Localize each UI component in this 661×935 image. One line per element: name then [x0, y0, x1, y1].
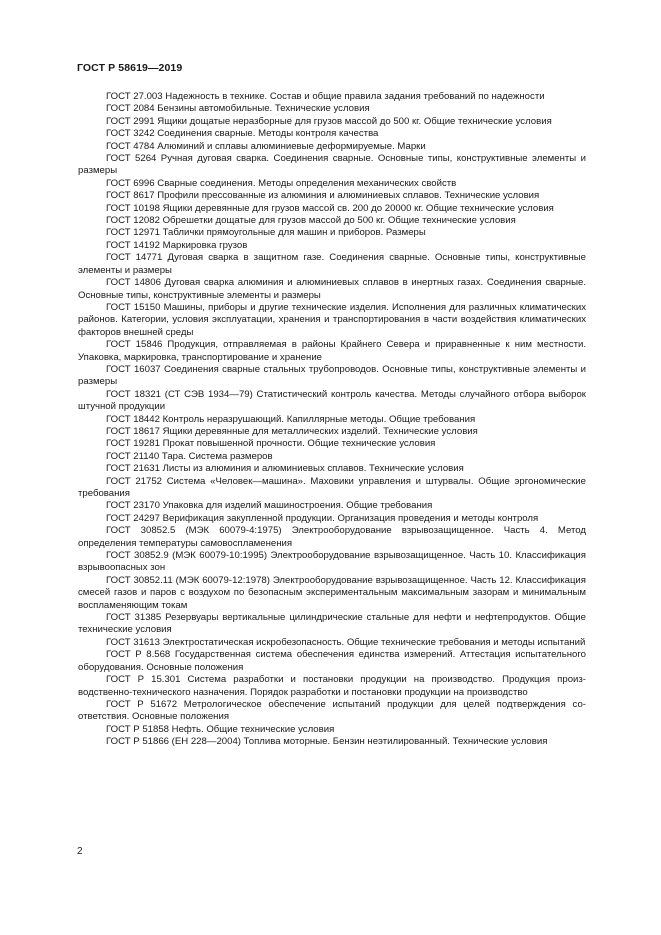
reference-item: ГОСТ 30852.11 (МЭК 60079-12:1978) Электрооборудование взрывозащищенное. Часть 12. Классификация смесей газов и паров с воздухом по безопасным экспериментальным максимальным зазорам и минимальным воспламеняющим токам [78, 574, 586, 611]
reference-item: ГОСТ 21140 Тара. Система размеров [106, 450, 273, 462]
reference-item: ГОСТ 30852.9 (МЭК 60079-10:1995) Электрооборудование взрывозащищенное. Часть 10. Классификация взрывоопасных зон [78, 550, 586, 574]
reference-item: ГОСТ 15150 Машины, приборы и другие технические изделия. Исполнения для различных климатических районов. Категории, условия эксплуатации, хранения и транспортирования в части воздействия климатических факторов внешней среды [78, 301, 586, 338]
reference-item: ГОСТ 12082 Обрешетки дощатые для грузов массой до 500 кг. Общие технические условия [106, 215, 516, 227]
reference-item: ГОСТ 31613 Электростатическая искробезопасность. Общие технические требования и методы испытаний [106, 636, 586, 648]
reference-item: ГОСТ 15846 Продукция, отправляемая в районы Крайнего Севера и приравненные к ним местности. Упаковка, маркировка, транспортирование и хранение [78, 339, 586, 363]
reference-item: ГОСТ 4784 Алюминий и сплавы алюминиевые деформируемые. Марки [106, 140, 426, 152]
reference-item: ГОСТ 8617 Профили прессованные из алюминия и алюминиевых сплавов. Технические условия [106, 190, 540, 202]
reference-item: ГОСТ Р 51672 Метрологическое обеспечение испытаний продукции для целей подтверждения соответствия. Основные положения [78, 698, 586, 723]
reference-item: ГОСТ 5264 Ручная дуговая сварка. Соединения сварные. Основные типы, конструктивные элементы и размеры [78, 153, 586, 177]
reference-item: ГОСТ 6996 Сварные соединения. Методы определения механических свойств [106, 177, 457, 189]
reference-item: ГОСТ 3242 Соединения сварные. Методы контроля качества [106, 128, 379, 140]
reference-item: ГОСТ 27.003 Надежность в технике. Состав и общие правила задания требований по надежности [106, 91, 545, 102]
page-number: 2 [77, 846, 83, 857]
reference-item: ГОСТ 14771 Дуговая сварка в защитном газе. Соединения сварные. Основные типы, конструктивные элементы и размеры [78, 252, 586, 276]
reference-item: ГОСТ 21752 Система «Человек—машина». Маховики управления и штурвалы. Общие эргономические требования [78, 475, 586, 499]
reference-item: ГОСТ 12971 Таблички прямоугольные для машин и приборов. Размеры [106, 227, 426, 239]
reference-item: ГОСТ 18442 Контроль неразрушающий. Капиллярные методы. Общие требования [106, 413, 476, 425]
reference-item: ГОСТ 30852.5 (МЭК 60079-4:1975) Электрооборудование взрывозащищенное. Часть 4. Метод определения температуры самовоспламенения [78, 525, 586, 549]
reference-item: ГОСТ 14806 Дуговая сварка алюминия и алюминиевых сплавов в инертных газах. Соединения сварные. Основные типы, конструктивные элементы и размеры [78, 277, 586, 301]
reference-item: ГОСТ 31385 Резервуары вертикальные цилиндрические стальные для нефти и нефтепродуктов. Общие технические условия [78, 612, 586, 636]
reference-item: ГОСТ 19281 Прокат повышенной прочности. Общие технические условия [106, 438, 436, 450]
reference-item: ГОСТ 14192 Маркировка грузов [106, 239, 248, 251]
reference-item: ГОСТ 21631 Листы из алюминия и алюминиевых сплавов. Технические условия [106, 463, 464, 475]
reference-item: ГОСТ 10198 Ящики деревянные для грузов массой св. 200 до 20000 кг. Общие технические условия [106, 202, 554, 214]
reference-item: ГОСТ 2991 Ящики дощатые неразборные для грузов массой до 500 кг. Общие технические условия [106, 115, 552, 127]
reference-item: ГОСТ Р 51858 Нефть. Общие технические условия [106, 723, 335, 735]
normative-references-list [78, 91, 586, 749]
reference-item: ГОСТ 23170 Упаковка для изделий машиностроения. Общие требования [106, 500, 433, 512]
reference-item: ГОСТ Р 51866 (ЕН 228—2004) Топлива моторные. Бензин неэтилированный. Технические условия [106, 736, 548, 748]
reference-item: ГОСТ Р 8.568 Государственная система обеспечения единства измерений. Аттестация испытательного оборудования. Основные положения [78, 649, 586, 673]
reference-item: ГОСТ 18617 Ящики деревянные для металлических изделий. Технические условия [106, 425, 478, 437]
reference-item: ГОСТ 24297 Верификация закупленной продукции. Организация проведения и методы контроля [106, 512, 539, 524]
standard-header: ГОСТ Р 58619—2019 [77, 62, 183, 74]
reference-item: ГОСТ 18321 (СТ СЭВ 1934—79) Статистический контроль качества. Методы случайного отбора выборок штучной продукции [78, 388, 586, 413]
reference-item: ГОСТ 2084 Бензины автомобильные. Технические условия [106, 103, 370, 115]
reference-item: ГОСТ 16037 Соединения сварные стальных трубопроводов. Основные типы, конструктивные элементы и размеры [78, 363, 586, 388]
reference-item: ГОСТ Р 15.301 Система разработки и постановки продукции на производство. Продукция производственно-технического назначения. Порядок разработки и постановки продукции на производство [78, 674, 586, 698]
